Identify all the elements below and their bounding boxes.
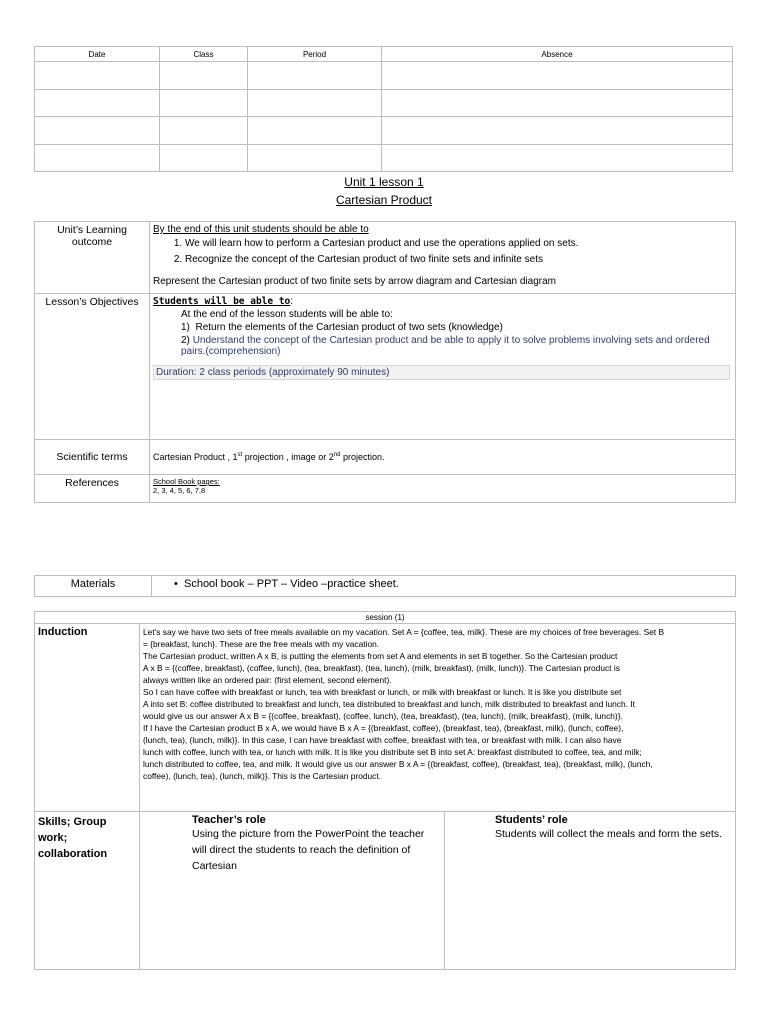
- objective-num-1: 1): [181, 322, 190, 333]
- attendance-row: [35, 144, 733, 172]
- induction-line: (lunch, tea), (lunch, milk)}. In this case, I can have breakfast with coffee, breakfast with tea, or breakfast with milk. I can also have: [143, 735, 622, 745]
- induction-line: coffee), (lunch, tea), (lunch, milk)}. This is the Cartesian product.: [143, 771, 382, 781]
- induction-line: always written like an ordered pair: (first element, second element).: [143, 675, 392, 685]
- terms-text-a: Cartesian Product , 1: [153, 452, 238, 462]
- attendance-cell: [382, 144, 733, 172]
- session-table: [34, 611, 736, 970]
- induction-line: = {breakfast, lunch}. These are the free meals with my vacation.: [143, 639, 380, 649]
- outcome-represent: Represent the Cartesian product of two finite sets by arrow diagram and Cartesian diagram: [153, 276, 556, 287]
- outcome-item: 2. Recognize the concept of the Cartesian product of two finite sets and infinite sets: [185, 252, 732, 268]
- materials-item: School book – PPT – Video –practice sheet.: [183, 578, 399, 590]
- attendance-cell: [382, 62, 733, 90]
- materials-cell: [152, 576, 736, 597]
- skills-label: Skills; Group work; collaboration: [35, 812, 140, 970]
- teacher-role-cell: [140, 812, 445, 970]
- terms-sup-1: st: [237, 452, 243, 458]
- references-label: References: [35, 475, 150, 503]
- outcome-list: [153, 236, 732, 268]
- objective-item-1: [153, 322, 732, 333]
- students-role-text: Students will collect the meals and form the sets.: [495, 828, 723, 840]
- references-row: [35, 475, 736, 503]
- induction-line: The Cartesian product, written A x B, is putting the elements from set A and elements in set B together. So the Cartesian product: [143, 651, 618, 661]
- terms-row: [35, 440, 736, 475]
- terms-sup-2: nd: [333, 452, 341, 458]
- attendance-cell: [160, 117, 248, 145]
- objectives-cell: [150, 294, 736, 440]
- teacher-role-text: Using the picture from the PowerPoint the teacher will direct the students to reach the definition of Cartesian: [192, 828, 425, 872]
- objective-text-2: Understand the concept of the Cartesian product and be able to apply it to solve problems involving sets and ordered pairs.(comprehension): [181, 335, 710, 357]
- induction-cell: [140, 624, 736, 812]
- objectives-heading-colon: :: [290, 296, 294, 307]
- attendance-cell: [160, 144, 248, 172]
- unit-title: Unit 1 lesson 1: [344, 175, 424, 189]
- attendance-cell: [248, 144, 382, 172]
- attendance-cell: [35, 144, 160, 172]
- objectives-heading: Students will be able to: [153, 296, 291, 307]
- lesson-plan-table: [34, 221, 736, 503]
- skills-row: [35, 812, 736, 970]
- bullet-icon: •: [174, 578, 178, 590]
- attendance-header-row: [35, 47, 733, 62]
- objective-num-2: 2): [181, 335, 190, 346]
- objectives-label: Lesson’s Objectives: [35, 294, 150, 440]
- induction-line: lunch distributed to coffee, tea, and milk. It would give us our answer B x A = {(breakfast, coffee), (breakfast, tea), (breakfast, milk), (lunch,: [143, 759, 653, 769]
- outcome-intro: By the end of this unit students should be able to: [153, 224, 369, 235]
- induction-line: Let's say we have two sets of free meals available on my vacation. Set A = {coffee, tea, milk}. These are my choices of free beverages. Set B: [143, 627, 665, 637]
- objectives-heading-line: [153, 296, 732, 307]
- attendance-cell: [35, 62, 160, 90]
- attendance-cell: [160, 62, 248, 90]
- attendance-row: [35, 117, 733, 145]
- objectives-intro: At the end of the lesson students will be able to:: [181, 309, 393, 320]
- terms-cell: [150, 440, 736, 475]
- outcome-row: [35, 222, 736, 294]
- topic-title: Cartesian Product: [335, 193, 433, 207]
- objective-item-2: [153, 335, 732, 357]
- outcome-item: 1. We will learn how to perform a Cartesian product and use the operations applied on sets.: [185, 236, 732, 252]
- attendance-row: [35, 89, 733, 117]
- materials-label: Materials: [35, 576, 152, 597]
- students-role-heading: Students’ role: [495, 814, 568, 826]
- attendance-cell: [160, 89, 248, 117]
- header-period: Period: [248, 47, 382, 62]
- induction-line: would give us our answer A x B = {(coffee, breakfast), (coffee, lunch), (tea, breakfast), (tea, lunch), (milk, breakfast), (milk, lunch)}.: [143, 711, 623, 721]
- attendance-cell: [35, 89, 160, 117]
- duration-note: Duration: 2 class periods (approximately 90 minutes): [153, 365, 730, 380]
- induction-line: If I have the Cartesian product B x A, we would have B x A = {(breakfast, coffee), (breakfast, tea), (breakfast, milk), (lunch, coffee),: [143, 723, 624, 733]
- attendance-cell: [248, 62, 382, 90]
- header-class: Class: [160, 47, 248, 62]
- attendance-cell: [382, 117, 733, 145]
- references-pages: 2, 3, 4, 5, 6, 7,8: [153, 486, 206, 495]
- outcome-cell: [150, 222, 736, 294]
- terms-text-c: projection.: [340, 452, 385, 462]
- references-heading: School Book pages:: [153, 477, 220, 486]
- terms-text-b: projection , image or 2: [242, 452, 334, 462]
- header-absence: Absence: [382, 47, 733, 62]
- header-date: Date: [35, 47, 160, 62]
- session-title: session (1): [35, 612, 736, 624]
- induction-line: So I can have coffee with breakfast or lunch, tea with breakfast or lunch, or milk with breakfast or lunch. It is like you distribute set: [143, 687, 622, 697]
- session-header-row: [35, 612, 736, 624]
- objective-text-1: Return the elements of the Cartesian product of two sets (knowledge): [195, 322, 503, 333]
- induction-row: [35, 624, 736, 812]
- induction-line: lunch with coffee, lunch with tea, or lunch with milk. It is like you distribute set B into set A: breakfast distributed to coffee, tea, and milk;: [143, 747, 642, 757]
- materials-table: [34, 575, 736, 597]
- induction-label: Induction: [35, 624, 140, 812]
- objectives-row: [35, 294, 736, 440]
- induction-line: A into set B: coffee distributed to breakfast and lunch, tea distributed to breakfast and lunch, milk distributed to breakfast and lunch. It: [143, 699, 635, 709]
- induction-line: A x B = {(coffee, breakfast), (coffee, lunch), (tea, breakfast), (tea, lunch), (milk, breakfast), (milk, lunch)}. The Cartesian product is: [143, 663, 620, 673]
- students-role-cell: [445, 812, 736, 970]
- attendance-row: [35, 62, 733, 90]
- terms-label: Scientific terms: [35, 440, 150, 475]
- attendance-cell: [382, 89, 733, 117]
- attendance-cell: [248, 117, 382, 145]
- materials-row: [35, 576, 736, 597]
- attendance-cell: [35, 117, 160, 145]
- references-cell: [150, 475, 736, 503]
- attendance-cell: [248, 89, 382, 117]
- attendance-table: [34, 46, 733, 172]
- outcome-label: Unit’s Learning outcome: [35, 222, 150, 294]
- teacher-role-heading: Teacher’s role: [192, 814, 266, 826]
